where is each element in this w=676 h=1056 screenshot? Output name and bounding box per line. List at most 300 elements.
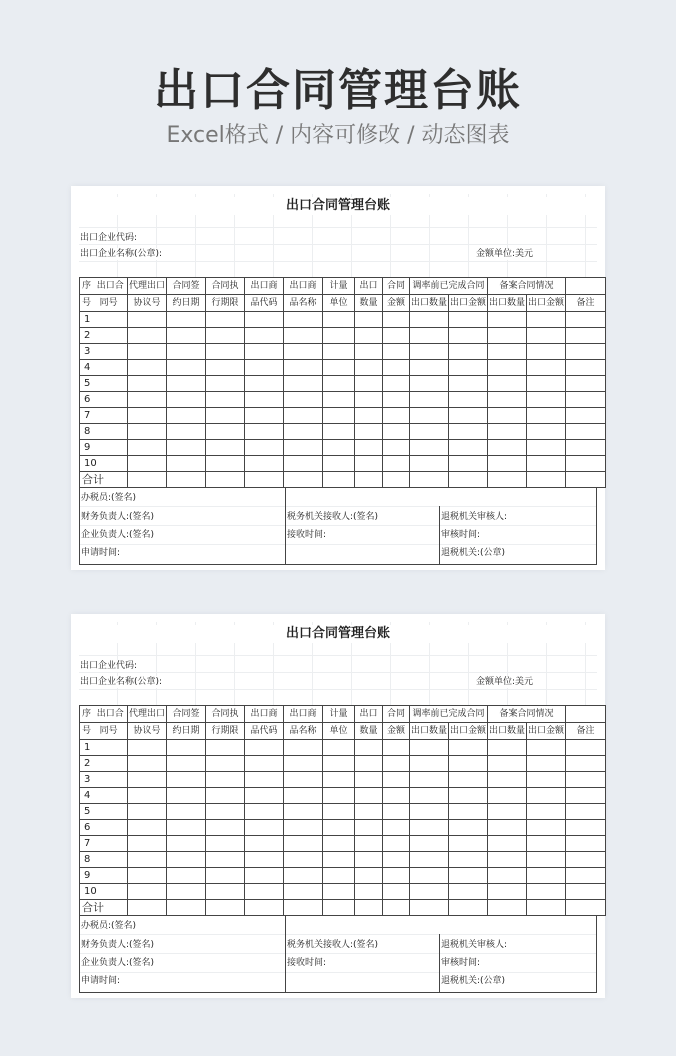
table-cell — [566, 440, 606, 456]
header-filed-group: 备案合同情况 — [488, 278, 566, 295]
table-cell — [284, 804, 323, 820]
table-cell — [449, 328, 488, 344]
table-cell — [128, 852, 167, 868]
sheet-content — [79, 622, 597, 993]
table-cell — [566, 884, 606, 900]
table-row — [80, 424, 606, 440]
table-cell — [410, 804, 449, 820]
table-cell — [323, 440, 355, 456]
table-cell — [449, 836, 488, 852]
table-cell — [323, 868, 355, 884]
header-unit: 计量 — [323, 278, 355, 295]
header-completed-qty: 出口数量 — [410, 295, 449, 312]
table-cell — [410, 740, 449, 756]
table-cell — [206, 408, 245, 424]
table-cell — [167, 820, 206, 836]
header-completed-qty: 出口数量 — [410, 723, 449, 740]
table-cell — [206, 456, 245, 472]
table-row — [80, 376, 606, 392]
table-cell — [284, 440, 323, 456]
table-cell — [355, 376, 383, 392]
page-title: 出口合同管理台账 — [154, 65, 522, 116]
table-cell — [566, 868, 606, 884]
table-cell — [449, 820, 488, 836]
table-cell — [206, 376, 245, 392]
table-cell — [449, 804, 488, 820]
table-cell — [383, 344, 410, 360]
header-sign-date-2: 约日期 — [167, 295, 206, 312]
table-cell — [128, 360, 167, 376]
table-cell — [206, 740, 245, 756]
table-cell — [449, 360, 488, 376]
table-cell — [128, 344, 167, 360]
table-cell — [488, 836, 527, 852]
table-cell — [323, 360, 355, 376]
table-cell — [355, 804, 383, 820]
row-number: 8 — [80, 852, 128, 868]
table-cell — [566, 788, 606, 804]
table-cell — [284, 328, 323, 344]
table-cell — [410, 836, 449, 852]
table-cell — [284, 376, 323, 392]
table-cell — [206, 820, 245, 836]
table-cell — [410, 884, 449, 900]
table-cell — [449, 788, 488, 804]
table-cell — [284, 740, 323, 756]
ledger-sheet-preview — [71, 614, 605, 998]
table-cell — [323, 408, 355, 424]
header-filed-qty: 出口数量 — [488, 723, 527, 740]
table-cell — [167, 852, 206, 868]
table-cell — [128, 868, 167, 884]
table-cell — [410, 852, 449, 868]
sheet-content — [79, 194, 597, 565]
table-cell — [245, 312, 284, 328]
row-number: 10 — [80, 456, 128, 472]
table-cell — [566, 376, 606, 392]
table-cell — [323, 788, 355, 804]
row-number: 2 — [80, 328, 128, 344]
header-unit-2: 单位 — [323, 295, 355, 312]
company-head-label: 企业负责人:(签名) — [81, 530, 155, 540]
table-cell — [449, 312, 488, 328]
table-cell — [245, 836, 284, 852]
table-cell — [284, 360, 323, 376]
header-agent-no: 代理出口 — [128, 706, 167, 723]
table-cell — [206, 328, 245, 344]
header-goods-name: 出口商 — [284, 278, 323, 295]
table-cell — [323, 312, 355, 328]
table-cell — [167, 424, 206, 440]
table-cell — [128, 424, 167, 440]
table-cell — [128, 820, 167, 836]
table-cell — [566, 344, 606, 360]
header-sign-date-2: 约日期 — [167, 723, 206, 740]
table-cell — [449, 884, 488, 900]
finance-head-label: 财务负责人:(签名) — [81, 940, 155, 950]
table-cell — [355, 788, 383, 804]
sheet-title: 出口合同管理台账 — [79, 625, 597, 643]
ledger-table — [79, 277, 606, 488]
header-unit: 计量 — [323, 706, 355, 723]
table-cell — [355, 360, 383, 376]
header-seq-contract-2: 号 同号 — [80, 723, 128, 740]
header-filed-amount: 出口金额 — [527, 295, 566, 312]
table-cell — [355, 392, 383, 408]
table-cell — [383, 456, 410, 472]
table-cell — [527, 440, 566, 456]
table-cell — [245, 804, 284, 820]
company-head-label: 企业负责人:(签名) — [81, 958, 155, 968]
header-goods-name-2: 品名称 — [284, 723, 323, 740]
table-cell — [167, 788, 206, 804]
table-cell — [206, 344, 245, 360]
header-filed-qty: 出口数量 — [488, 295, 527, 312]
row-number: 5 — [80, 376, 128, 392]
table-cell — [206, 804, 245, 820]
table-row — [80, 408, 606, 424]
table-cell — [566, 456, 606, 472]
table-cell — [355, 456, 383, 472]
table-cell — [488, 392, 527, 408]
total-label: 合计 — [80, 900, 128, 916]
table-cell — [383, 852, 410, 868]
table-cell — [167, 408, 206, 424]
table-row — [80, 392, 606, 408]
header-exec-period: 合同执 — [206, 706, 245, 723]
table-row — [80, 836, 606, 852]
header-filed-amount: 出口金额 — [527, 723, 566, 740]
table-cell — [449, 772, 488, 788]
table-cell — [245, 852, 284, 868]
header-agent-no-2: 协议号 — [128, 723, 167, 740]
table-cell — [527, 820, 566, 836]
row-number: 2 — [80, 756, 128, 772]
table-cell — [410, 424, 449, 440]
table-cell — [410, 312, 449, 328]
table-cell — [323, 836, 355, 852]
table-cell — [167, 376, 206, 392]
table-cell — [383, 820, 410, 836]
table-cell — [383, 328, 410, 344]
table-cell — [323, 392, 355, 408]
table-cell — [566, 756, 606, 772]
table-cell — [383, 772, 410, 788]
signature-block — [79, 916, 597, 993]
table-cell — [355, 424, 383, 440]
table-cell — [488, 868, 527, 884]
table-cell — [167, 836, 206, 852]
table-cell — [323, 328, 355, 344]
table-cell — [449, 424, 488, 440]
table-cell — [566, 852, 606, 868]
table-cell — [167, 804, 206, 820]
table-cell — [566, 424, 606, 440]
table-cell — [410, 344, 449, 360]
table-cell — [167, 360, 206, 376]
table-cell — [527, 376, 566, 392]
table-cell — [488, 852, 527, 868]
table-cell — [410, 456, 449, 472]
row-number: 9 — [80, 440, 128, 456]
row-number: 1 — [80, 312, 128, 328]
table-cell — [527, 836, 566, 852]
company-code-label: 出口企业代码: — [80, 233, 138, 243]
table-cell — [245, 884, 284, 900]
row-number: 4 — [80, 360, 128, 376]
table-cell — [355, 836, 383, 852]
table-cell — [488, 740, 527, 756]
table-cell — [323, 884, 355, 900]
table-row — [80, 772, 606, 788]
table-cell — [284, 312, 323, 328]
table-row — [80, 884, 606, 900]
table-cell — [323, 804, 355, 820]
table-cell — [488, 440, 527, 456]
table-cell — [488, 328, 527, 344]
table-cell — [488, 756, 527, 772]
header-exec-period: 合同执 — [206, 278, 245, 295]
table-cell — [167, 312, 206, 328]
table-cell — [167, 344, 206, 360]
table-cell — [284, 788, 323, 804]
table-cell — [245, 440, 284, 456]
table-cell — [167, 772, 206, 788]
page-subtitle: Excel格式 / 内容可修改 / 动态图表 — [166, 123, 510, 148]
table-cell — [128, 756, 167, 772]
table-cell — [245, 392, 284, 408]
table-cell — [383, 312, 410, 328]
sheet-header-area — [79, 194, 597, 277]
table-cell — [245, 424, 284, 440]
table-cell — [488, 376, 527, 392]
table-cell — [167, 884, 206, 900]
header-goods-code: 出口商 — [245, 706, 284, 723]
table-cell — [206, 312, 245, 328]
tax-receiver-label: 税务机关接收人:(签名) — [287, 512, 379, 522]
table-cell — [355, 344, 383, 360]
table-row — [80, 788, 606, 804]
header-sign-date: 合同签 — [167, 706, 206, 723]
header-seq-contract: 序 出口合 — [80, 706, 128, 723]
table-cell — [383, 440, 410, 456]
table-cell — [206, 868, 245, 884]
table-cell — [355, 868, 383, 884]
table-cell — [323, 424, 355, 440]
table-cell — [383, 408, 410, 424]
header-qty-2: 数量 — [355, 295, 383, 312]
table-row — [80, 312, 606, 328]
table-cell — [323, 376, 355, 392]
table-cell — [488, 772, 527, 788]
table-cell — [410, 756, 449, 772]
signature-block — [79, 488, 597, 565]
header-amount-2: 金额 — [383, 723, 410, 740]
table-cell — [128, 884, 167, 900]
table-cell — [410, 360, 449, 376]
header-amount: 合同 — [383, 278, 410, 295]
table-cell — [206, 360, 245, 376]
table-cell — [527, 884, 566, 900]
table-cell — [410, 868, 449, 884]
table-cell — [128, 312, 167, 328]
table-row — [80, 756, 606, 772]
header-agent-no: 代理出口 — [128, 278, 167, 295]
table-cell — [355, 772, 383, 788]
table-cell — [488, 408, 527, 424]
table-cell — [566, 360, 606, 376]
review-time-label: 审核时间: — [441, 958, 481, 968]
header-qty: 出口 — [355, 706, 383, 723]
table-cell — [245, 868, 284, 884]
header-remark: 备注 — [566, 723, 606, 740]
header-goods-name-2: 品名称 — [284, 295, 323, 312]
table-cell — [488, 884, 527, 900]
table-cell — [355, 312, 383, 328]
header-completed-amount: 出口金额 — [449, 295, 488, 312]
header-agent-no-2: 协议号 — [128, 295, 167, 312]
table-cell — [383, 376, 410, 392]
row-number: 6 — [80, 392, 128, 408]
table-cell — [527, 852, 566, 868]
header-goods-name: 出口商 — [284, 706, 323, 723]
tax-receiver-label: 税务机关接收人:(签名) — [287, 940, 379, 950]
header-amount-2: 金额 — [383, 295, 410, 312]
table-cell — [527, 312, 566, 328]
table-cell — [245, 408, 284, 424]
table-cell — [527, 408, 566, 424]
table-cell — [323, 456, 355, 472]
table-cell — [355, 756, 383, 772]
table-cell — [206, 836, 245, 852]
table-cell — [383, 836, 410, 852]
table-cell — [527, 788, 566, 804]
header-sign-date: 合同签 — [167, 278, 206, 295]
header-exec-period-2: 行期限 — [206, 295, 245, 312]
header-completed-group: 调率前已完成合同 — [410, 706, 488, 723]
table-cell — [128, 772, 167, 788]
refund-office-label: 退税机关:(公章) — [441, 548, 506, 558]
table-cell — [206, 884, 245, 900]
refund-reviewer-label: 退税机关审核人: — [441, 940, 508, 950]
table-cell — [245, 376, 284, 392]
sheet-title: 出口合同管理台账 — [79, 197, 597, 215]
table-cell — [488, 788, 527, 804]
table-cell — [527, 456, 566, 472]
table-row — [80, 328, 606, 344]
company-name-label: 出口企业名称(公章): — [80, 677, 163, 687]
table-cell — [284, 868, 323, 884]
table-cell — [128, 408, 167, 424]
row-number: 6 — [80, 820, 128, 836]
header-completed-group: 调率前已完成合同 — [410, 278, 488, 295]
currency-unit-label: 金额单位:美元 — [475, 249, 533, 259]
table-row — [80, 804, 606, 820]
table-cell — [566, 392, 606, 408]
table-cell — [449, 756, 488, 772]
table-cell — [566, 740, 606, 756]
sheet-header-area — [79, 622, 597, 705]
table-cell — [167, 756, 206, 772]
table-cell — [206, 772, 245, 788]
table-cell — [284, 836, 323, 852]
table-row — [80, 440, 606, 456]
row-number: 10 — [80, 884, 128, 900]
table-cell — [323, 852, 355, 868]
row-number: 1 — [80, 740, 128, 756]
table-cell — [245, 740, 284, 756]
header-completed-amount: 出口金额 — [449, 723, 488, 740]
header-qty-2: 数量 — [355, 723, 383, 740]
table-cell — [566, 804, 606, 820]
table-cell — [245, 788, 284, 804]
row-number: 7 — [80, 408, 128, 424]
table-cell — [206, 852, 245, 868]
table-cell — [206, 788, 245, 804]
row-number: 3 — [80, 772, 128, 788]
table-cell — [488, 312, 527, 328]
table-cell — [245, 756, 284, 772]
row-number: 7 — [80, 836, 128, 852]
table-cell — [167, 328, 206, 344]
table-row — [80, 740, 606, 756]
table-cell — [284, 424, 323, 440]
table-cell — [167, 392, 206, 408]
tax-officer-label: 办税员:(签名) — [81, 921, 137, 931]
table-cell — [167, 868, 206, 884]
table-cell — [284, 772, 323, 788]
table-cell — [410, 408, 449, 424]
header-goods-code-2: 品代码 — [245, 295, 284, 312]
table-cell — [410, 376, 449, 392]
table-row — [80, 344, 606, 360]
table-cell — [245, 328, 284, 344]
table-cell — [527, 328, 566, 344]
table-cell — [566, 836, 606, 852]
table-cell — [527, 804, 566, 820]
table-cell — [449, 392, 488, 408]
header-goods-code: 出口商 — [245, 278, 284, 295]
row-number: 5 — [80, 804, 128, 820]
table-cell — [206, 392, 245, 408]
table-cell — [355, 408, 383, 424]
table-cell — [355, 820, 383, 836]
table-cell — [488, 344, 527, 360]
table-cell — [167, 740, 206, 756]
table-cell — [449, 344, 488, 360]
table-cell — [449, 852, 488, 868]
table-cell — [128, 376, 167, 392]
table-cell — [566, 408, 606, 424]
table-cell — [206, 424, 245, 440]
table-cell — [527, 424, 566, 440]
header-exec-period-2: 行期限 — [206, 723, 245, 740]
table-cell — [527, 756, 566, 772]
apply-time-label: 申请时间: — [81, 548, 121, 558]
tax-officer-label: 办税员:(签名) — [81, 493, 137, 503]
table-cell — [449, 376, 488, 392]
table-cell — [128, 804, 167, 820]
company-name-label: 出口企业名称(公章): — [80, 249, 163, 259]
table-cell — [527, 772, 566, 788]
table-cell — [323, 740, 355, 756]
finance-head-label: 财务负责人:(签名) — [81, 512, 155, 522]
table-cell — [284, 408, 323, 424]
table-cell — [383, 424, 410, 440]
table-cell — [128, 440, 167, 456]
row-number: 4 — [80, 788, 128, 804]
table-cell — [245, 456, 284, 472]
